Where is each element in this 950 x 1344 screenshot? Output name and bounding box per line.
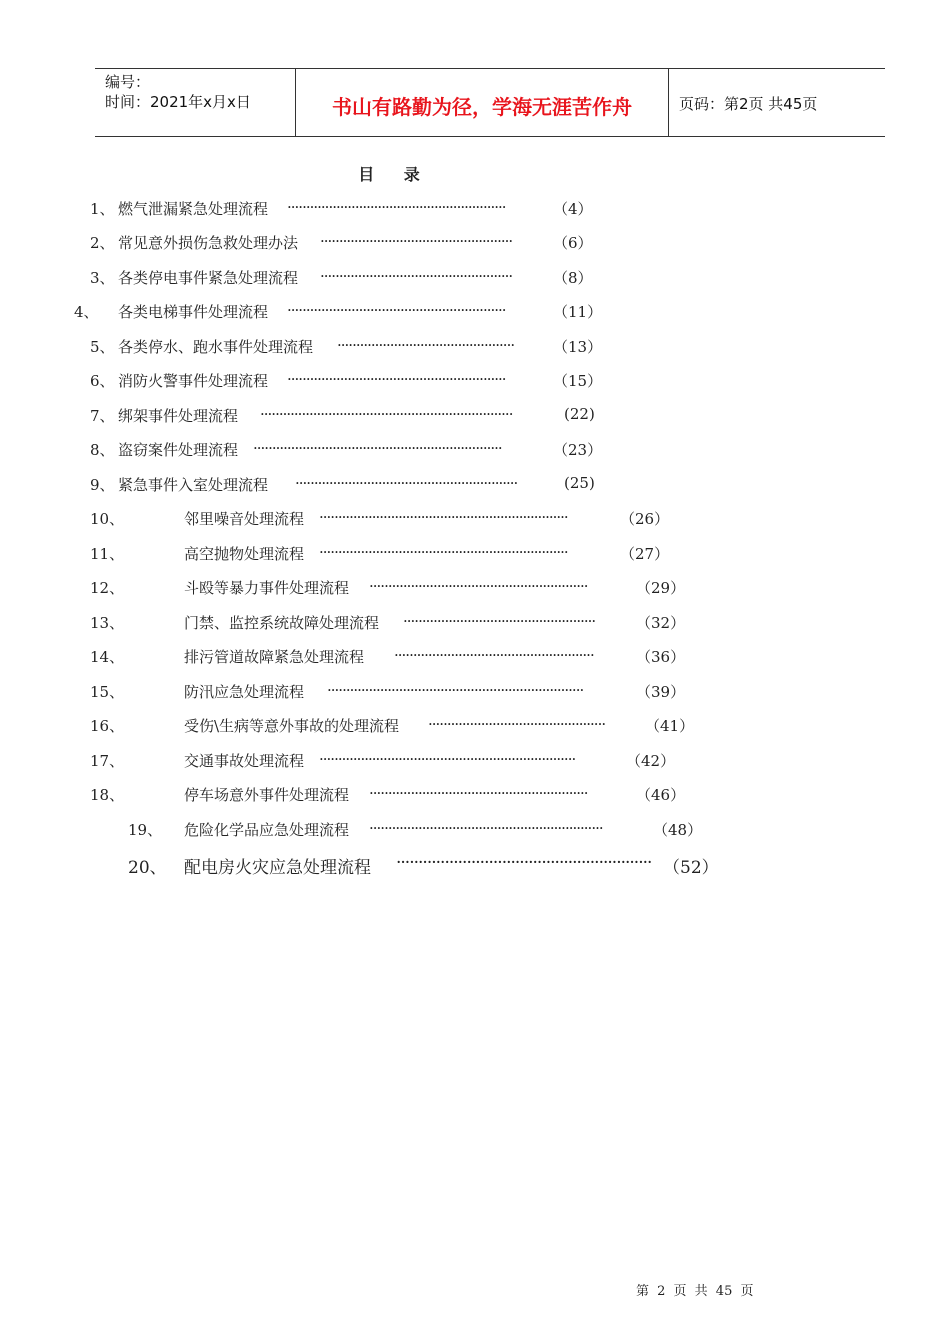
toc-row <box>0 198 950 222</box>
toc-item-leader-dots: ··················································· <box>403 612 596 630</box>
toc-item-page: （39） <box>636 683 686 701</box>
toc-item-number: 5、 <box>90 338 115 356</box>
toc-item-label: 受伤\生病等意外事故的处理流程 <box>184 717 400 735</box>
toc-item-label: 邻里噪音处理流程 <box>184 510 305 528</box>
toc-item-number: 19、 <box>128 821 163 839</box>
toc-item-leader-dots: ···································································· <box>319 750 576 768</box>
toc-item-number: 11、 <box>90 545 125 563</box>
toc-row <box>0 336 950 360</box>
toc-row <box>0 612 950 636</box>
toc-item-leader-dots: ···································································· <box>327 681 584 699</box>
toc-item-page: （46） <box>636 786 686 804</box>
toc-item-label: 配电房火灾应急处理流程 <box>184 858 371 878</box>
toc-item-leader-dots: ····················································· <box>394 646 594 664</box>
toc-item-leader-dots: ·························································· <box>287 301 506 319</box>
toc-item-label: 门禁、监控系统故障处理流程 <box>184 614 380 632</box>
toc-row <box>0 267 950 291</box>
toc-item-leader-dots: ··················································· <box>320 267 513 285</box>
page-footer: 第 2 页 共 45 页 <box>636 1284 754 1299</box>
toc-item-page: （13） <box>553 338 603 356</box>
toc-row <box>0 301 950 325</box>
toc-item-label: 防汛应急处理流程 <box>184 683 305 701</box>
toc-item-label: 绑架事件处理流程 <box>118 407 239 425</box>
toc-item-page: （36） <box>636 648 686 666</box>
toc-item-page: （11） <box>553 303 603 321</box>
toc-item-number: 2、 <box>90 234 115 252</box>
toc-row <box>0 508 950 532</box>
toc-row <box>0 439 950 463</box>
toc-item-label: 停车场意外事件处理流程 <box>184 786 350 804</box>
toc-item-number: 9、 <box>90 476 115 494</box>
toc-item-leader-dots: ·························································· <box>396 853 652 873</box>
toc-item-leader-dots: ·························································· <box>369 784 588 802</box>
toc-item-number: 7、 <box>90 407 115 425</box>
toc-item-leader-dots: ··················································· <box>320 232 513 250</box>
toc-item-label: 常见意外损伤急救处理办法 <box>118 234 299 252</box>
header-page-cell <box>669 69 885 136</box>
document-number-label: 编号： <box>105 73 151 91</box>
toc-item-leader-dots: ·································································· <box>319 543 568 561</box>
toc-item-page: （42） <box>626 752 676 770</box>
toc-item-leader-dots: ··································································· <box>260 405 513 423</box>
toc-item-leader-dots: ·························································· <box>287 370 506 388</box>
toc-item-number: 12、 <box>90 579 125 597</box>
toc-row <box>0 681 950 705</box>
toc-item-page: （27） <box>620 545 670 563</box>
toc-item-leader-dots: ·························································· <box>287 198 506 216</box>
toc-item-page: (22) <box>564 405 595 423</box>
toc-item-label: 各类停电事件紧急处理流程 <box>118 269 299 287</box>
toc-item-number: 3、 <box>90 269 115 287</box>
toc-item-page: （41） <box>645 717 695 735</box>
toc-item-label: 消防火警事件处理流程 <box>118 372 269 390</box>
toc-item-page: （32） <box>636 614 686 632</box>
toc-item-leader-dots: ··············································· <box>337 336 515 354</box>
toc-row <box>0 853 950 877</box>
toc-item-label: 高空抛物处理流程 <box>184 545 305 563</box>
toc-item-number: 1、 <box>90 200 115 218</box>
document-time-label: 时间：2021年x月x日 <box>105 93 251 111</box>
toc-item-page: （23） <box>553 441 603 459</box>
toc-item-number: 16、 <box>90 717 125 735</box>
toc-item-page: （26） <box>620 510 670 528</box>
toc-title: 目 录 <box>358 165 432 184</box>
toc-row <box>0 405 950 429</box>
toc-item-number: 17、 <box>90 752 125 770</box>
toc-item-leader-dots: ·························································· <box>369 577 588 595</box>
toc-row <box>0 646 950 670</box>
toc-row <box>0 819 950 843</box>
toc-item-number: 4、 <box>74 303 99 321</box>
toc-item-label: 斗殴等暴力事件处理流程 <box>184 579 350 597</box>
toc-item-leader-dots: ·································································· <box>319 508 568 526</box>
toc-item-label: 危险化学品应急处理流程 <box>184 821 350 839</box>
toc-row <box>0 750 950 774</box>
toc-item-label: 盗窃案件处理流程 <box>118 441 239 459</box>
toc-item-page: （8） <box>553 269 593 287</box>
toc-item-label: 各类电梯事件处理流程 <box>118 303 269 321</box>
toc-item-leader-dots: ·································································· <box>253 439 502 457</box>
toc-item-page: （4） <box>553 200 593 218</box>
toc-item-leader-dots: ··························································· <box>295 474 518 492</box>
page-header <box>95 68 885 137</box>
toc-item-label: 交通事故处理流程 <box>184 752 305 770</box>
header-motto-cell <box>296 69 669 136</box>
toc-item-page: （29） <box>636 579 686 597</box>
toc-item-page: （15） <box>553 372 603 390</box>
toc-item-label: 紧急事件入室处理流程 <box>118 476 269 494</box>
toc-item-label: 燃气泄漏紧急处理流程 <box>118 200 269 218</box>
toc-item-number: 10、 <box>90 510 125 528</box>
header-page-info: 页码：第2页 共45页 <box>679 95 818 113</box>
toc-item-number: 6、 <box>90 372 115 390</box>
toc-item-number: 13、 <box>90 614 125 632</box>
toc-item-page: (25) <box>564 474 595 492</box>
toc-row <box>0 784 950 808</box>
toc-item-leader-dots: ······························································ <box>369 819 603 837</box>
toc-item-page: （6） <box>553 234 593 252</box>
toc-item-leader-dots: ··············································· <box>428 715 606 733</box>
toc-item-label: 排污管道故障紧急处理流程 <box>184 648 365 666</box>
toc-row <box>0 543 950 567</box>
toc-item-number: 14、 <box>90 648 125 666</box>
toc-item-number: 20、 <box>128 858 167 878</box>
toc-row <box>0 715 950 739</box>
toc-item-label: 各类停水、跑水事件处理流程 <box>118 338 314 356</box>
toc-item-number: 15、 <box>90 683 125 701</box>
toc-row <box>0 577 950 601</box>
toc-row <box>0 370 950 394</box>
header-meta-cell <box>95 69 296 136</box>
toc-item-number: 18、 <box>90 786 125 804</box>
toc-item-page: （48） <box>653 821 703 839</box>
toc-row <box>0 232 950 256</box>
toc-row <box>0 474 950 498</box>
header-motto: 书山有路勤为径，学海无涯苦作舟 <box>332 95 632 119</box>
toc-item-number: 8、 <box>90 441 115 459</box>
toc-item-page: （52） <box>663 858 719 878</box>
